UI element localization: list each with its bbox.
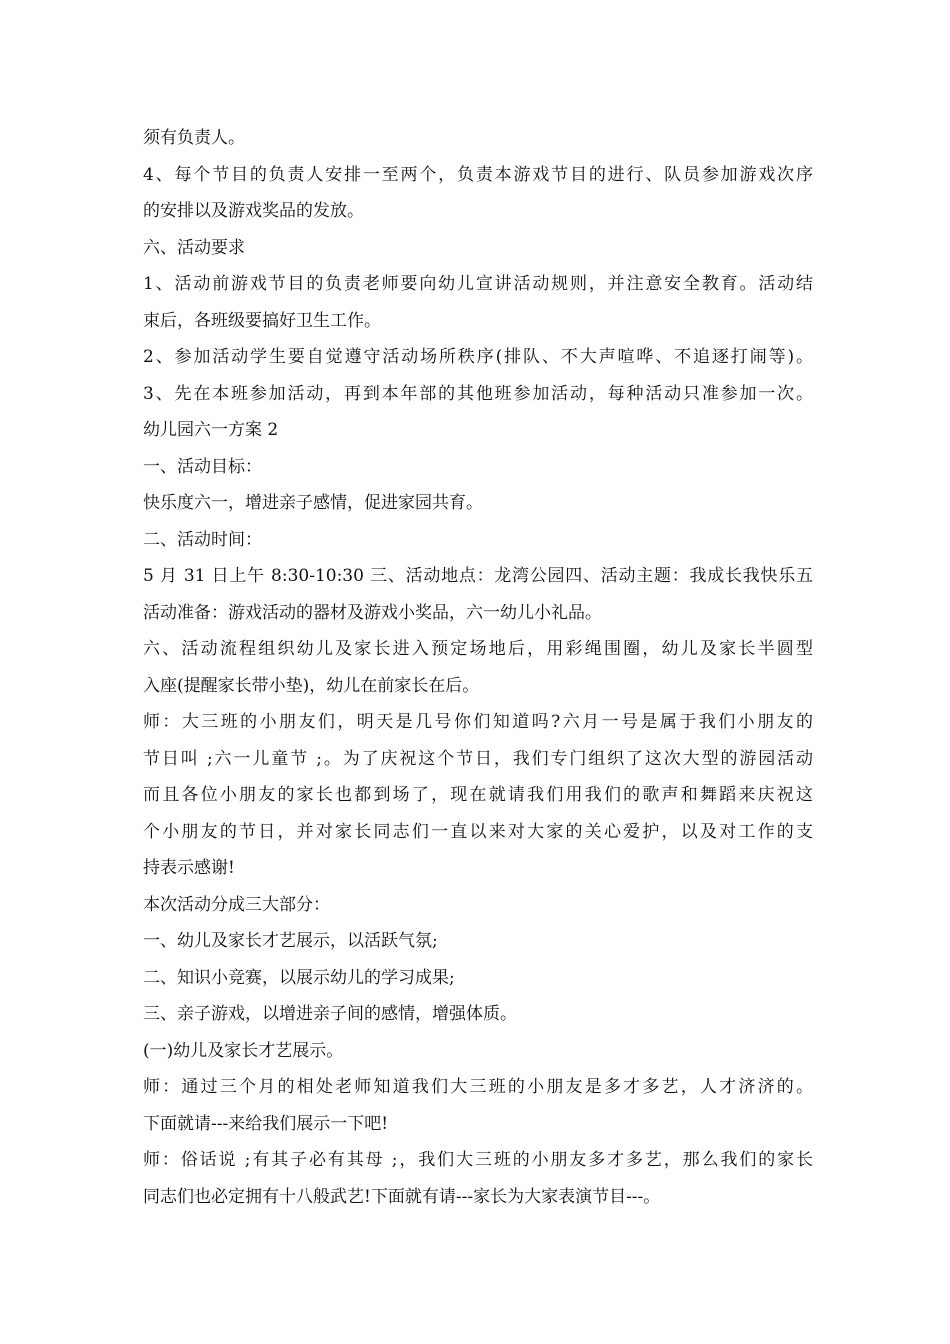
document-title: 幼儿园六一方案 2 bbox=[143, 420, 279, 440]
text-line: 师：俗话说 ;有其子必有其母 ;，我们大三班的小朋友多才多艺，那么我们的家长 bbox=[143, 1150, 813, 1170]
text-line: 三、亲子游戏，以增进亲子间的感情，增强体质。 bbox=[143, 1004, 517, 1024]
text-line: 而且各位小朋友的家长也都到场了，现在就请我们用我们的歌声和舞蹈来庆祝这 bbox=[143, 785, 813, 805]
text-line: 个小朋友的节日，并对家长同志们一直以来对大家的关心爱护，以及对工作的支 bbox=[143, 821, 813, 842]
text-line: 本次活动分成三大部分： bbox=[143, 894, 330, 915]
section-heading: 二、活动时间： bbox=[143, 529, 262, 550]
document-body bbox=[143, 120, 813, 1215]
text-line: 2、参加活动学生要自觉遵守活动场所秩序(排队、不大声喧哗、不追逐打闹等)。 bbox=[143, 347, 813, 367]
text-line: 同志们也必定拥有十八般武艺!下面就有请---家长为大家表演节目---。 bbox=[143, 1186, 661, 1207]
section-heading: 一、活动目标： bbox=[143, 456, 262, 477]
text-line: 入座(提醒家长带小垫)，幼儿在前家长在后。 bbox=[143, 675, 480, 696]
text-line: 二、知识小竞赛，以展示幼儿的学习成果; bbox=[143, 967, 455, 988]
text-line: 快乐度六一，增进亲子感情，促进家园共育。 bbox=[143, 493, 483, 513]
text-line: 师：大三班的小朋友们，明天是几号你们知道吗?六月一号是属于我们小朋友的 bbox=[143, 712, 813, 732]
text-line: 的安排以及游戏奖品的发放。 bbox=[143, 201, 364, 221]
text-line: 1、活动前游戏节目的负责老师要向幼儿宣讲活动规则，并注意安全教育。活动结 bbox=[143, 274, 813, 294]
text-line: 一、幼儿及家长才艺展示，以活跃气氛; bbox=[143, 931, 438, 951]
text-line: 4、每个节目的负责人安排一至两个，负责本游戏节目的进行、队员参加游戏次序 bbox=[143, 164, 813, 185]
text-line: 活动准备：游戏活动的器材及游戏小奖品，六一幼儿小礼品。 bbox=[143, 602, 602, 623]
text-line: 六、活动流程组织幼儿及家长进入预定场地后，用彩绳围圈，幼儿及家长半圆型 bbox=[143, 639, 813, 659]
text-line: 师：通过三个月的相处老师知道我们大三班的小朋友是多才多艺，人才济济的。 bbox=[143, 1077, 813, 1097]
section-heading: (一)幼儿及家长才艺展示。 bbox=[143, 1040, 344, 1061]
text-line: 3、先在本班参加活动，再到本年部的其他班参加活动，每种活动只准参加一次。 bbox=[143, 383, 813, 404]
section-heading: 六、活动要求 bbox=[143, 237, 245, 258]
text-line: 节日叫 ;六一儿童节 ;。为了庆祝这个节日，我们专门组织了这次大型的游园活动 bbox=[143, 748, 813, 769]
text-line: 束后，各班级要搞好卫生工作。 bbox=[143, 310, 381, 331]
text-line: 持表示感谢! bbox=[143, 858, 235, 878]
text-line: 下面就请---来给我们展示一下吧! bbox=[143, 1113, 389, 1134]
text-line: 须有负责人。 bbox=[143, 128, 245, 148]
text-line: 5 月 31 日上午 8:30-10:30 三、活动地点：龙湾公园四、活动主题：我成长我快乐五 bbox=[143, 566, 813, 586]
